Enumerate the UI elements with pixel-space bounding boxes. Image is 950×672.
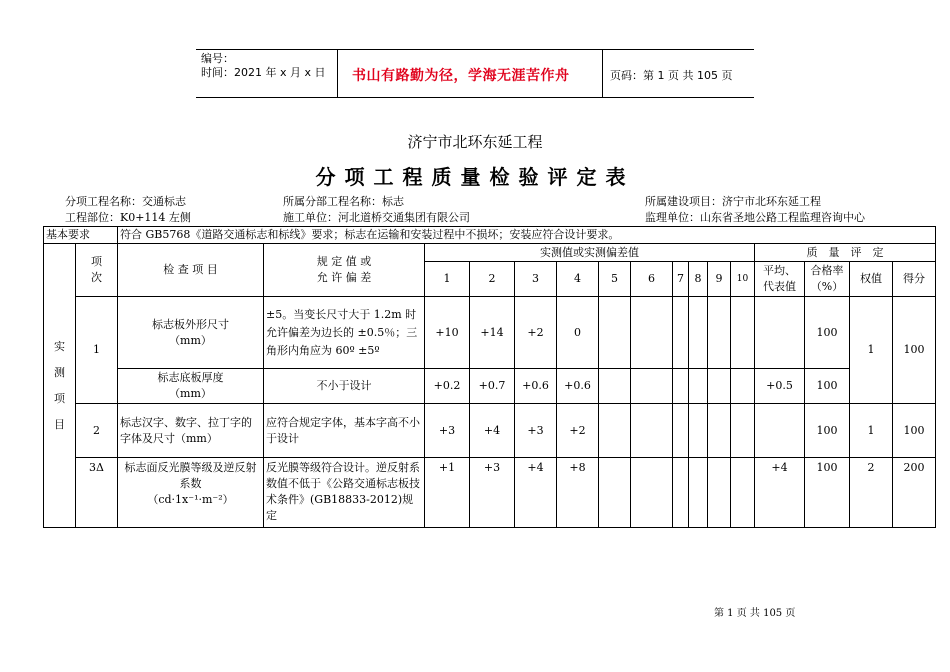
measure-col: 4	[557, 262, 599, 297]
location: 工程部位：K0+114 左侧	[65, 211, 191, 224]
row-value	[631, 297, 673, 369]
form-title: 分项工程质量检验评定表	[315, 165, 635, 189]
measure-col: 7	[673, 262, 689, 297]
date-label: 时间：2021 年 x 月 x 日	[201, 66, 326, 79]
row-value	[673, 297, 689, 369]
row-value	[673, 458, 689, 528]
row-pass-rate: 100	[805, 404, 850, 458]
row-spec: ±5。当变长尺寸大于 1.2m 时允许偏差为边长的 ±0.5％；三角形内角应为 60º ±5º	[264, 297, 425, 369]
col-score: 得分	[893, 262, 936, 297]
row-score: 100	[893, 297, 936, 404]
contractor: 施工单位：河北道桥交通集团有限公司	[283, 211, 470, 224]
col-avg: 平均、 代表值	[755, 262, 805, 297]
row-no: 3Δ	[76, 458, 118, 528]
row-value	[599, 404, 631, 458]
motto-text: 书山有路勤为径，学海无涯苦作舟	[352, 68, 570, 84]
row-value	[631, 458, 673, 528]
col-measured: 实测值或实测偏差值	[425, 244, 755, 262]
project-title: 济宁市北环东延工程	[407, 133, 543, 151]
row-spec: 应符合规定字体，基本字高不小于设计	[264, 404, 425, 458]
row-pass-rate: 100	[805, 458, 850, 528]
table-row	[44, 458, 936, 528]
row-avg	[755, 404, 805, 458]
col-item-no: 项 次	[76, 244, 118, 297]
row-spec: 不小于设计	[264, 369, 425, 404]
row-value	[673, 369, 689, 404]
table-row	[44, 297, 936, 369]
parent-project: 所属分部工程名称：标志	[283, 195, 404, 208]
row-value	[708, 369, 731, 404]
construction-project: 所属建设项目：济宁市北环东延工程	[645, 195, 821, 208]
col-spec: 规 定 值 或 允 许 偏 差	[264, 244, 425, 297]
quality-table	[43, 226, 936, 528]
row-value: 0	[557, 297, 599, 369]
row-value: +3	[515, 404, 557, 458]
col-weight: 权值	[850, 262, 893, 297]
row-value: +14	[470, 297, 515, 369]
row-value: +0.6	[515, 369, 557, 404]
col-check-item: 检 查 项 目	[118, 244, 264, 297]
row-value: +3	[470, 458, 515, 528]
row-no: 1	[76, 297, 118, 404]
row-pass-rate: 100	[805, 369, 850, 404]
row-value: +4	[515, 458, 557, 528]
item-name: 分项工程名称：交通标志	[65, 195, 186, 208]
row-avg: +4	[755, 458, 805, 528]
row-value	[689, 297, 708, 369]
row-value	[599, 458, 631, 528]
measure-col: 5	[599, 262, 631, 297]
col-quality: 质 量 评 定	[755, 244, 936, 262]
table-row	[44, 369, 936, 404]
row-item: 标志面反光膜等级及逆反射系数 （cd·1x⁻¹·m⁻²）	[118, 458, 264, 528]
row-value	[599, 297, 631, 369]
row-value: +0.7	[470, 369, 515, 404]
row-value	[731, 369, 755, 404]
basic-req-text: 符合 GB5768《道路交通标志和标线》要求；标志在运输和安装过程中不损坏；安装应符合设计要求。	[118, 227, 936, 244]
row-item: 标志板外形尺寸 （mm）	[118, 297, 264, 369]
measure-col: 9	[708, 262, 731, 297]
row-weight: 1	[850, 297, 893, 404]
row-value	[689, 369, 708, 404]
row-value: +3	[425, 404, 470, 458]
row-no: 2	[76, 404, 118, 458]
row-value	[708, 297, 731, 369]
header-divider-2	[602, 49, 603, 97]
number-label: 编号：	[201, 52, 234, 65]
row-value	[673, 404, 689, 458]
row-score: 100	[893, 404, 936, 458]
row-value	[731, 404, 755, 458]
row-value: +1	[425, 458, 470, 528]
row-value	[731, 297, 755, 369]
row-avg	[755, 297, 805, 369]
row-weight: 2	[850, 458, 893, 528]
row-value	[708, 458, 731, 528]
basic-req-label: 基本要求	[44, 227, 118, 244]
row-value	[689, 458, 708, 528]
row-avg: +0.5	[755, 369, 805, 404]
row-spec: 反光膜等级符合设计。逆反射系数值不低于《公路交通标志板技术条件》(GB18833-2012)规定	[264, 458, 425, 528]
measure-col: 10	[731, 262, 755, 297]
header-divider-1	[337, 49, 338, 97]
measure-col: 6	[631, 262, 673, 297]
row-value: +8	[557, 458, 599, 528]
row-value	[599, 369, 631, 404]
table-row	[44, 404, 936, 458]
col-pass-rate: 合格率 （%）	[805, 262, 850, 297]
row-value: +2	[557, 404, 599, 458]
row-value: +0.2	[425, 369, 470, 404]
row-value	[708, 404, 731, 458]
row-pass-rate: 100	[805, 297, 850, 369]
measure-col: 3	[515, 262, 557, 297]
page-info: 页码：第 1 页 共 105 页	[610, 69, 733, 82]
row-score: 200	[893, 458, 936, 528]
measure-col: 2	[470, 262, 515, 297]
row-value: +0.6	[557, 369, 599, 404]
row-value: +2	[515, 297, 557, 369]
row-item: 标志汉字、数字、拉丁字的字体及尺寸（mm）	[118, 404, 264, 458]
measure-col: 1	[425, 262, 470, 297]
row-value	[689, 404, 708, 458]
row-value	[631, 404, 673, 458]
row-value: +10	[425, 297, 470, 369]
row-value	[731, 458, 755, 528]
row-value	[631, 369, 673, 404]
row-item: 标志底板厚度 （mm）	[118, 369, 264, 404]
footer-page: 第 1 页 共 105 页	[714, 608, 796, 619]
row-weight: 1	[850, 404, 893, 458]
side-label: 实 测 项 目	[44, 244, 76, 528]
supervisor: 监理单位：山东省圣地公路工程监理咨询中心	[645, 211, 865, 224]
measure-col: 8	[689, 262, 708, 297]
row-value: +4	[470, 404, 515, 458]
